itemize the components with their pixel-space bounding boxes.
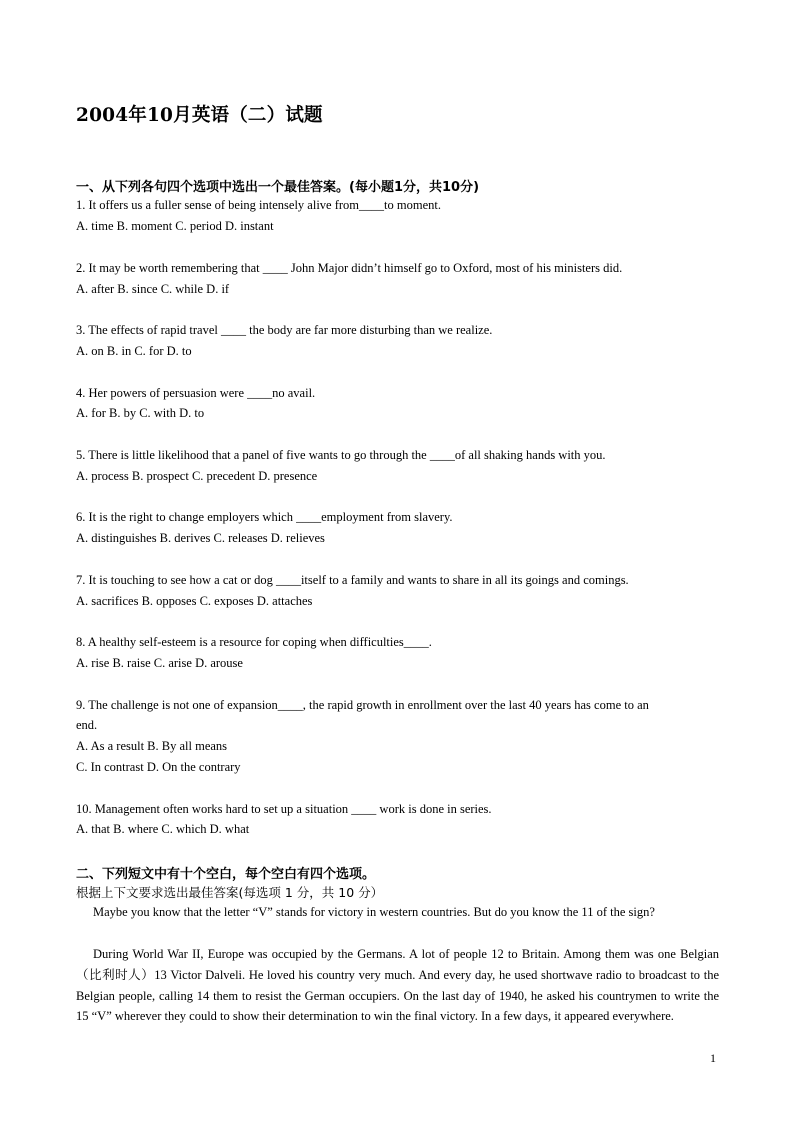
question-9-stem-cont: end.	[76, 718, 98, 732]
question-2-options: A. after B. since C. while D. if	[76, 282, 230, 296]
question-8-options: A. rise B. raise C. arise D. arouse	[76, 656, 243, 670]
question-5-stem: 5. There is little likelihood that a panel of five wants to go through the ____of all shaking hands with you.	[76, 448, 606, 462]
section2-heading: 二、下列短文中有十个空白，每个空白有四个选项。	[76, 867, 376, 882]
passage-paragraph-1: Maybe you know that the letter “V” stands for victory in western countries. But do you know the 11 of the sign?	[93, 905, 655, 919]
section1-heading: 一、从下列各句四个选项中选出一个最佳答案。(每小题1分，共10分)	[76, 180, 480, 195]
question-4-options: A. for B. by C. with D. to	[76, 406, 205, 420]
question-9-stem: 9. The challenge is not one of expansion____, the rapid growth in enrollment over the last 40 years has come to an	[76, 698, 649, 712]
question-1-options: A. time B. moment C. period D. instant	[76, 219, 274, 233]
question-4-stem: 4. Her powers of persuasion were ____no avail.	[76, 386, 316, 400]
question-6-stem: 6. It is the right to change employers which ____employment from slavery.	[76, 510, 453, 524]
question-7-options: A. sacrifices B. opposes C. exposes D. attaches	[76, 594, 313, 608]
question-8-stem: 8. A healthy self-esteem is a resource for coping when difficulties____.	[76, 635, 432, 649]
page-title: 2004年10月英语（二）试题	[76, 105, 323, 126]
question-9-options-1: A. As a result B. By all means	[76, 739, 228, 753]
question-2-stem: 2. It may be worth remembering that ____ John Major didn’t himself go to Oxford, most of his ministers did.	[76, 261, 623, 275]
question-1-stem: 1. It offers us a fuller sense of being intensely alive from____to moment.	[76, 198, 441, 212]
page-number: 1	[710, 1051, 716, 1065]
question-10-stem: 10. Management often works hard to set up a situation ____ work is done in series.	[76, 802, 492, 816]
passage-paragraph-2: During World War II, Europe was occupied by the Germans. A lot of people 12 to Britain. Among them was one Belgian（比利时人）13 Victor Dalveli. He loved his country very much. And every day, he used shortwave radio to broadcast to the Belgian people, calling 14 them to resist the German occupiers. On the last day of 1940, he asked his countrymen to write the 15 “V” wherever they could to show their determination to win the final victory. In a few days, it appeared everywhere.	[76, 947, 719, 1024]
question-3-options: A. on B. in C. for D. to	[76, 344, 192, 358]
question-3-stem: 3. The effects of rapid travel ____ the body are far more disturbing than we realize.	[76, 323, 493, 337]
question-9-options-2: C. In contrast D. On the contrary	[76, 760, 241, 774]
question-6-options: A. distinguishes B. derives C. releases D. relieves	[76, 531, 325, 545]
question-10-options: A. that B. where C. which D. what	[76, 822, 250, 836]
question-7-stem: 7. It is touching to see how a cat or dog ____itself to a family and wants to share in all its goings and comings.	[76, 573, 629, 587]
section2-subheading: 根据上下文要求选出最佳答案(每选项 1 分，共 10 分）	[76, 885, 384, 900]
question-5-options: A. process B. prospect C. precedent D. presence	[76, 469, 318, 483]
